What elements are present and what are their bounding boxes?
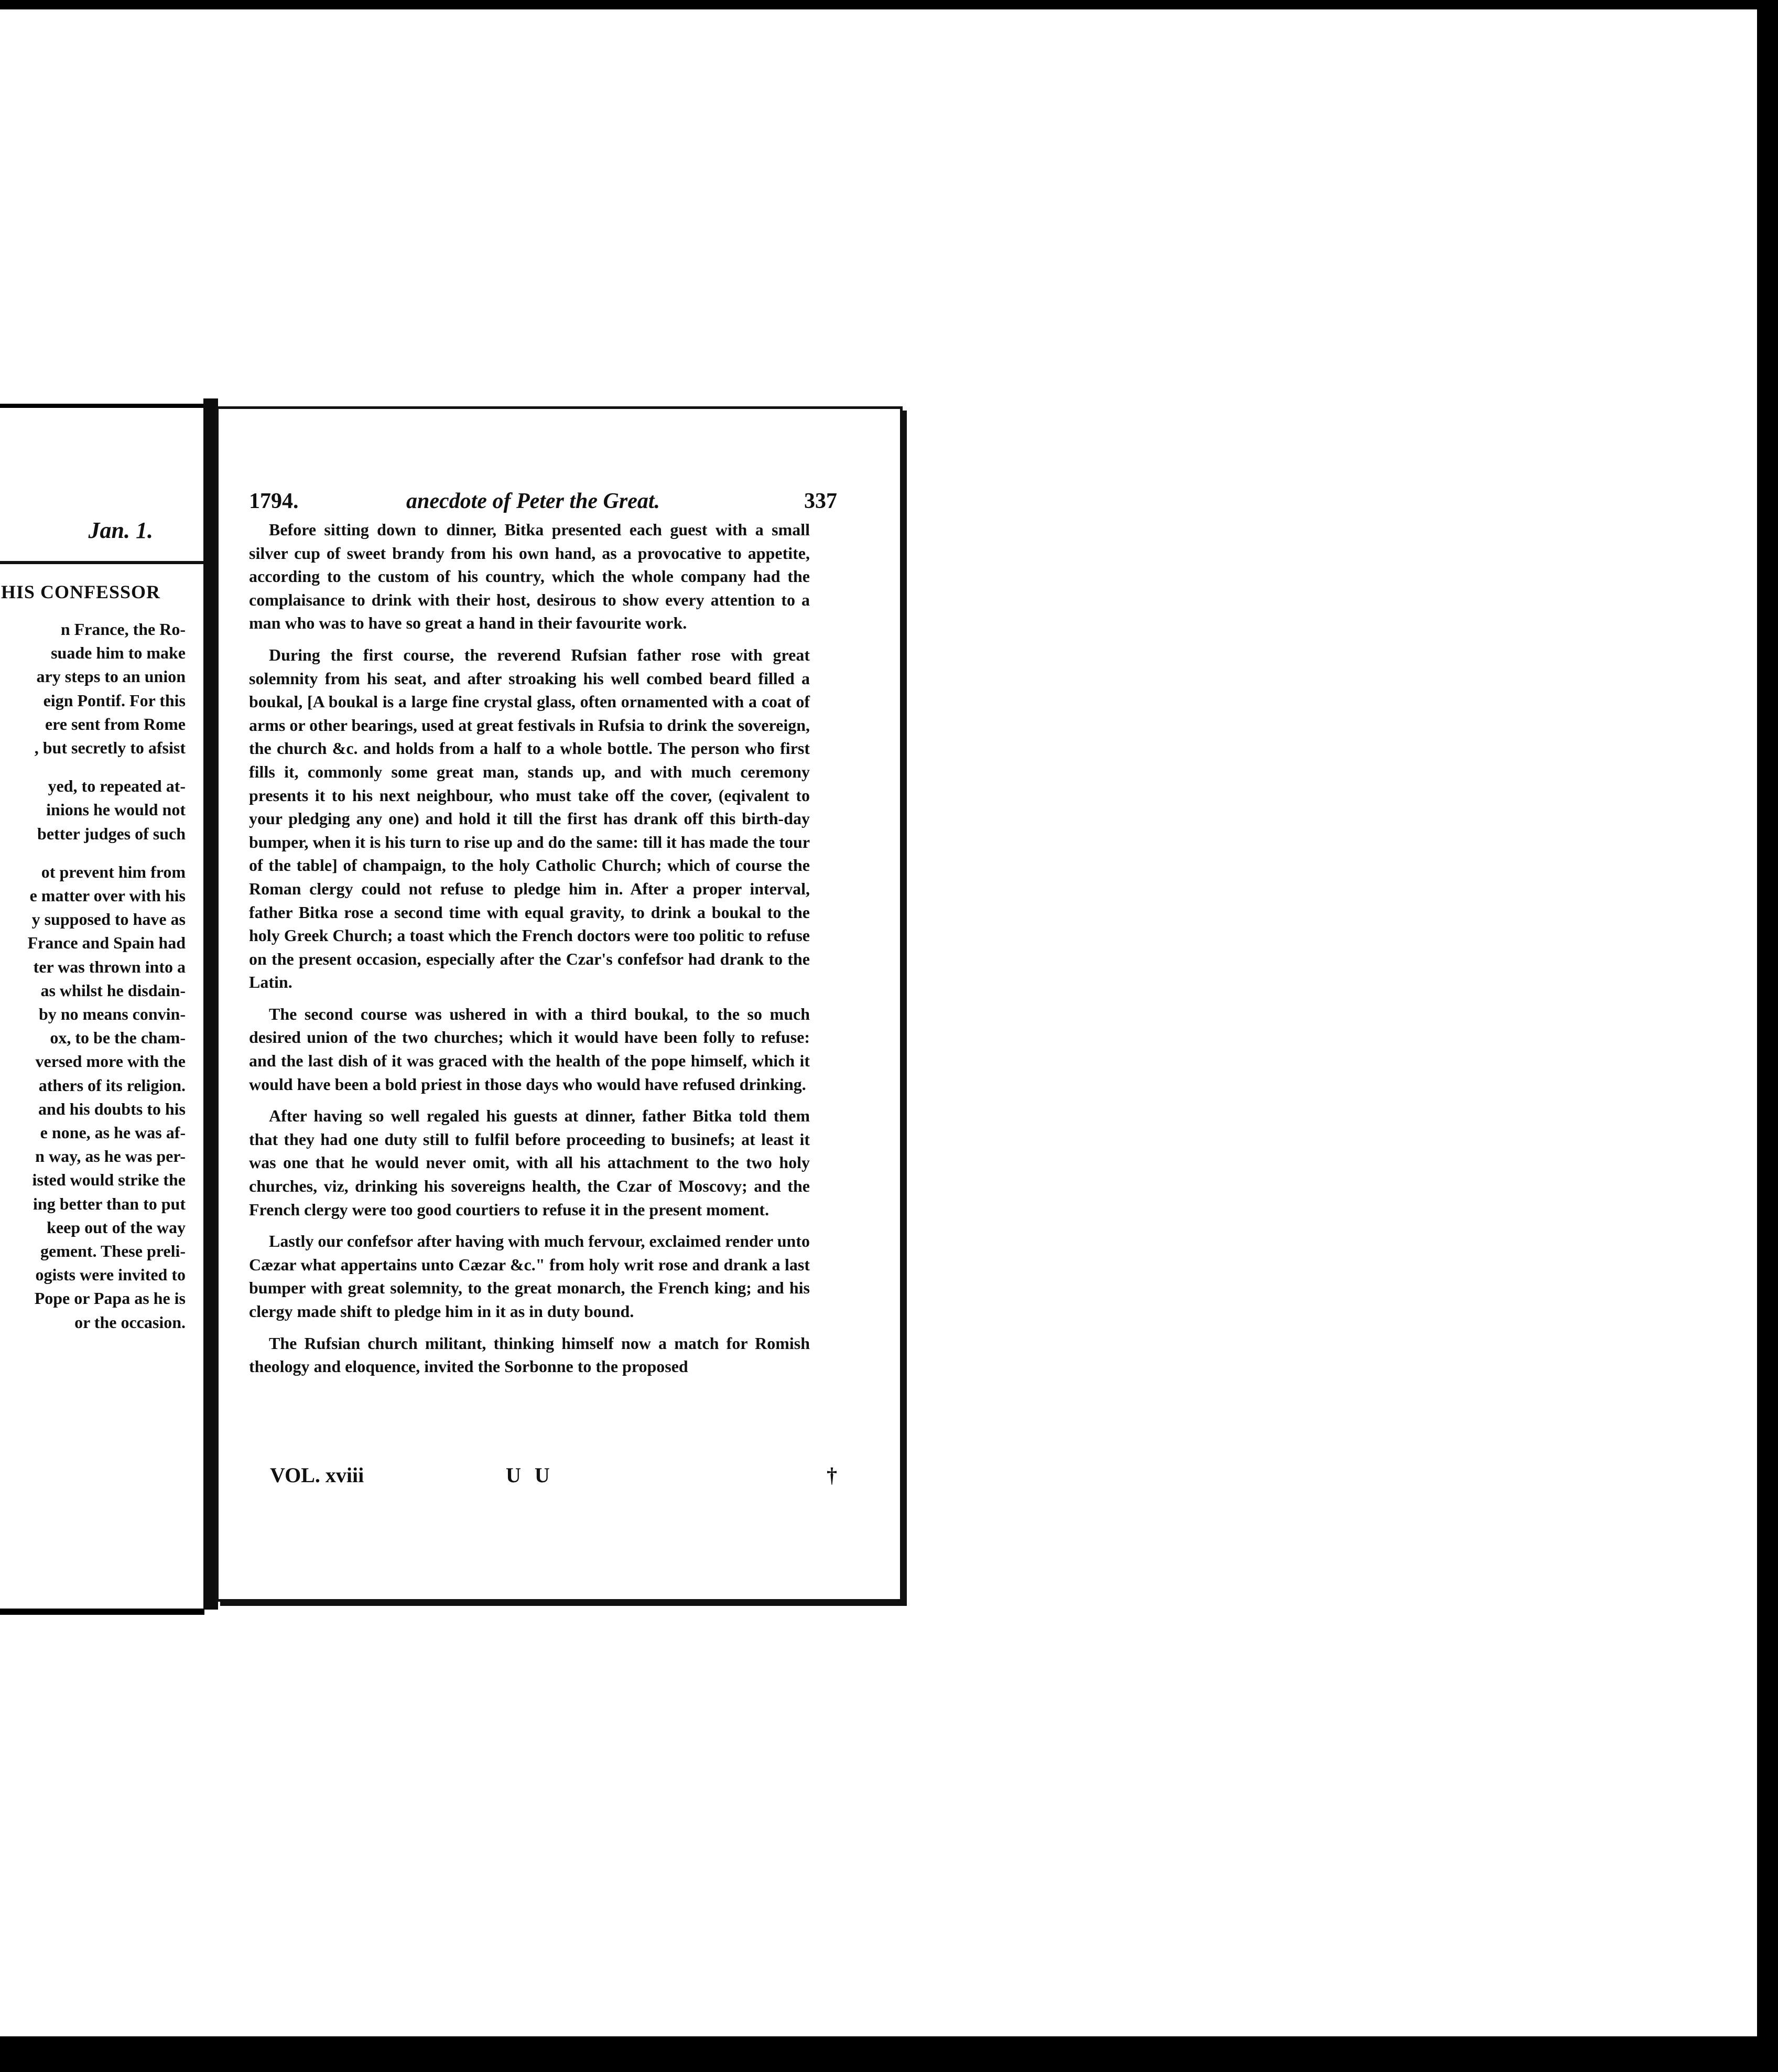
left-page-line: , but secretly to afsist bbox=[34, 738, 186, 758]
paragraph: Before sitting down to dinner, Bitka presented each guest with a small silver cup of sweet brandy from his own hand, as a provocative to appetite, according to the custom of his country, which the whole company had the complaisance to drink with their host, desirous to show every attention to a man who was to have so great a hand in their favourite work. bbox=[249, 520, 810, 633]
left-page-line: gement. These preli- bbox=[40, 1242, 186, 1261]
left-page-line bbox=[0, 846, 199, 860]
paragraph: The second course was ushered in with a third boukal, to the so much desired union of the two churches; which it would have been folly to refuse: and the last dish of it was graced with the health of the pope himself, which it would have been a bold priest in those days who would have refused drinking. bbox=[249, 1004, 810, 1094]
left-page-line: isted would strike the bbox=[32, 1170, 186, 1190]
left-page-line: or the occasion. bbox=[74, 1312, 186, 1332]
paragraph: The Rufsian church militant, thinking himself now a match for Romish theology and eloquence, invited the Sorbonne to the proposed bbox=[249, 1333, 810, 1376]
left-page-line: yed, to repeated at- bbox=[48, 776, 186, 796]
left-page-line: ter was thrown into a bbox=[33, 957, 186, 976]
left-page-line: inions he would not bbox=[46, 800, 186, 819]
left-page-line: ogists were invited to bbox=[35, 1265, 186, 1285]
paragraph: Lastly our confefsor after having with much fervour, exclaimed render unto Cæzar what appertains unto Cæzar &c." from holy writ rose and drank a last bumper with great solemnity, to the great monarch, the French king; and his clergy made shift to pledge him in it as in duty bound. bbox=[249, 1232, 810, 1321]
page-body bbox=[249, 518, 810, 1387]
header-rule bbox=[0, 561, 204, 564]
paragraph: During the first course, the reverend Rufsian father rose with great solemnity from his seat, and after stroaking his well combed beard filled a boukal, [A boukal is a large fine crystal glass, often ornamented with a coat of arms or other bearings, used at great festivals in Rufsia to drink the sovereign, the church &c. and holds from a half to a whole bottle. The person who first fills it, commonly some great man, stands up, and with much ceremony presents it to his next neighbour, who must take off the cover, (eqivalent to your pledging any one) and hold it till the first has drank off this birth-day bumper, when it is his turn to rise up and do the same: till it has made the tour of the table] of champaign, to the holy Catholic Church; which of course the Roman clergy could not refuse to pledge him in. After a proper interval, father Bitka rose a second time with equal gravity, to drink a boukal to the holy Greek Church; a toast which the French doctors were too politic to refuse on the present occasion, especially after the Czar's confefsor had drank to the Latin. bbox=[249, 645, 810, 992]
volume-label: VOL. xviii bbox=[270, 1463, 364, 1487]
left-page-line: e none, as he was af- bbox=[40, 1123, 186, 1142]
left-page-line: eign Pontif. For this bbox=[43, 690, 186, 710]
left-page-line: versed more with the bbox=[35, 1052, 186, 1071]
page-footer bbox=[249, 1463, 837, 1489]
left-page-line: by no means convin- bbox=[38, 1005, 186, 1024]
right-page bbox=[216, 406, 903, 1602]
open-book bbox=[0, 393, 907, 1620]
left-page-line: ary steps to an union bbox=[36, 667, 186, 686]
left-page bbox=[0, 404, 204, 1615]
left-page-line: suade him to make bbox=[51, 643, 186, 663]
footer-mark: † bbox=[827, 1463, 837, 1487]
left-page-line: athers of its religion. bbox=[38, 1075, 186, 1095]
left-page-line: e matter over with his bbox=[29, 886, 186, 905]
header-year: 1794. bbox=[249, 489, 299, 513]
left-page-line: as whilst he disdain- bbox=[40, 980, 186, 1000]
left-page-line: Pope or Papa as he is bbox=[34, 1289, 186, 1308]
page-header bbox=[249, 489, 837, 515]
left-page-line: ot prevent him from bbox=[41, 862, 186, 881]
left-page-line: ox, to be the cham- bbox=[50, 1028, 186, 1048]
left-page-title: HIS CONFESSOR bbox=[1, 581, 160, 602]
signature-mark: U U bbox=[506, 1463, 554, 1487]
left-page-line: better judges of such bbox=[37, 824, 186, 843]
left-page-line: n France, the Ro- bbox=[60, 620, 186, 639]
left-page-text bbox=[0, 618, 199, 1334]
left-page-line: ere sent from Rome bbox=[45, 714, 186, 733]
left-page-line bbox=[0, 760, 199, 774]
left-page-line: y supposed to have as bbox=[31, 910, 186, 929]
scan-speck bbox=[1762, 147, 1770, 154]
left-page-line: ing better than to put bbox=[33, 1194, 186, 1213]
left-page-line: n way, as he was per- bbox=[35, 1147, 186, 1166]
left-page-header: Jan. 1. bbox=[88, 517, 153, 543]
paragraph: After having so well regaled his guests at dinner, father Bitka told them that they had one duty still to fulfil before proceeding to businefs; at least it was one that he would never omit, with all his attachment to the two holy churches, viz, drinking his sovereigns health, the Czar of Moscovy; and the French clergy were too good courtiers to refuse it in the present moment. bbox=[249, 1106, 810, 1219]
running-title: anecdote of Peter the Great. bbox=[406, 489, 660, 513]
left-page-line: France and Spain had bbox=[27, 933, 186, 953]
page-number: 337 bbox=[804, 489, 837, 513]
left-page-line: and his doubts to his bbox=[38, 1099, 186, 1118]
left-page-line: keep out of the way bbox=[47, 1217, 186, 1237]
